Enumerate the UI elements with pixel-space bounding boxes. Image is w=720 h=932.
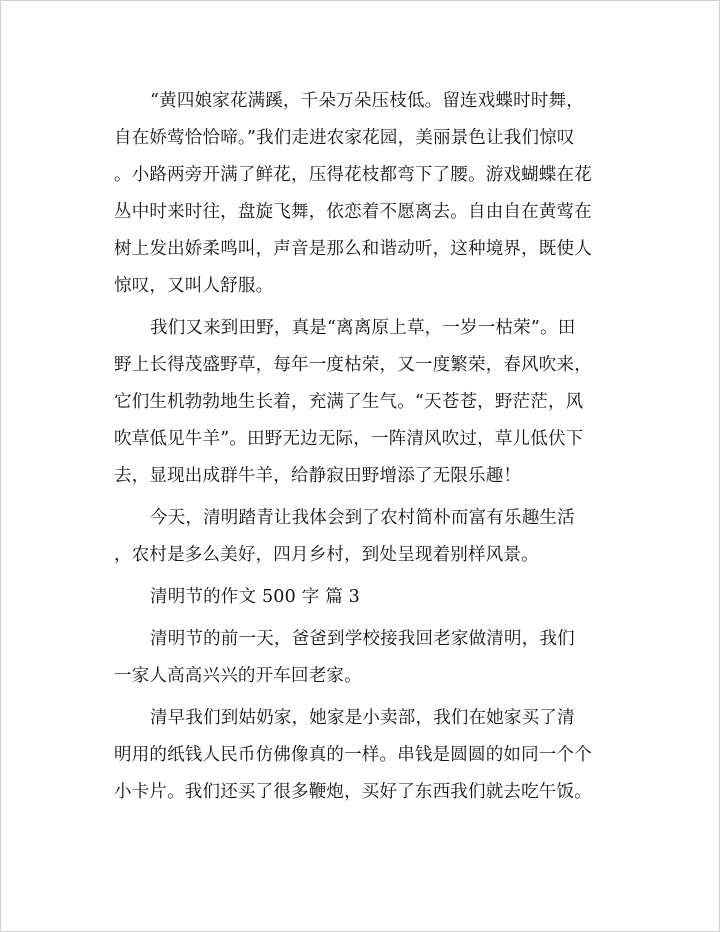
text-line: 自在娇莺恰恰啼。”我们走进农家花园，美丽景色让我们惊叹 bbox=[114, 128, 575, 148]
text-line: 丛中时来时往，盘旋飞舞，依恋着不愿离去。自由自在黄莺在 bbox=[114, 202, 592, 222]
text-line: 。小路两旁开满了鲜花，压得花枝都弯下了腰。游戏蝴蝶在花 bbox=[114, 165, 592, 185]
paragraph-flowers bbox=[114, 83, 614, 305]
text-line: 清明节的前一天，爸爸到学校接我回老家做清明，我们 bbox=[150, 629, 575, 649]
text-line: 今天，清明踏青让我体会到了农村简朴而富有乐趣生活 bbox=[150, 508, 575, 528]
text-line: 清早我们到姑奶家，她家是小卖部，我们在她家买了清 bbox=[150, 708, 575, 728]
text-line: 我们又来到田野，真是“离离原上草，一岁一枯荣”。田 bbox=[150, 318, 576, 338]
text-line: “黄四娘家花满蹊，千朵万朵压枝低。留连戏蝶时时舞， bbox=[150, 91, 584, 111]
text-line: 树上发出娇柔鸣叫，声音是那么和谐动听，这种境界，既使人 bbox=[114, 239, 592, 259]
text-line: ，农村是多么美好，四月乡村，到处呈现着别样风景。 bbox=[114, 545, 539, 565]
paragraph-going-home bbox=[114, 621, 614, 695]
section-heading: 清明节的作文 500 字 篇 3 bbox=[150, 587, 360, 607]
text-line: 一家人高高兴兴的开车回老家。 bbox=[114, 666, 362, 686]
text-line: 明用的纸钱人民币仿佛像真的一样。串钱是圆圆的如同一个个 bbox=[114, 745, 592, 765]
text-line: 小卡片。我们还买了很多鞭炮，买好了东西我们就去吃午饭。 bbox=[114, 782, 592, 802]
paragraph-shopping bbox=[114, 700, 614, 811]
text-line: 惊叹，又叫人舒服。 bbox=[114, 276, 274, 296]
document-body bbox=[114, 83, 614, 816]
essay-heading bbox=[114, 579, 614, 616]
text-line: 吹草低见牛羊”。田野无边无际，一阵清风吹过，草儿低伏下 bbox=[114, 429, 584, 449]
paragraph-conclusion bbox=[114, 500, 614, 574]
text-line: 它们生机勃勃地生长着，充满了生气。“天苍苍，野茫茫，风 bbox=[114, 392, 584, 412]
paragraph-fields bbox=[114, 310, 614, 495]
text-line: 去，显现出成群牛羊，给静寂田野增添了无限乐趣！ bbox=[114, 466, 522, 486]
text-line: 野上长得茂盛野草，每年一度枯荣，又一度繁荣，春风吹来， bbox=[114, 355, 592, 375]
